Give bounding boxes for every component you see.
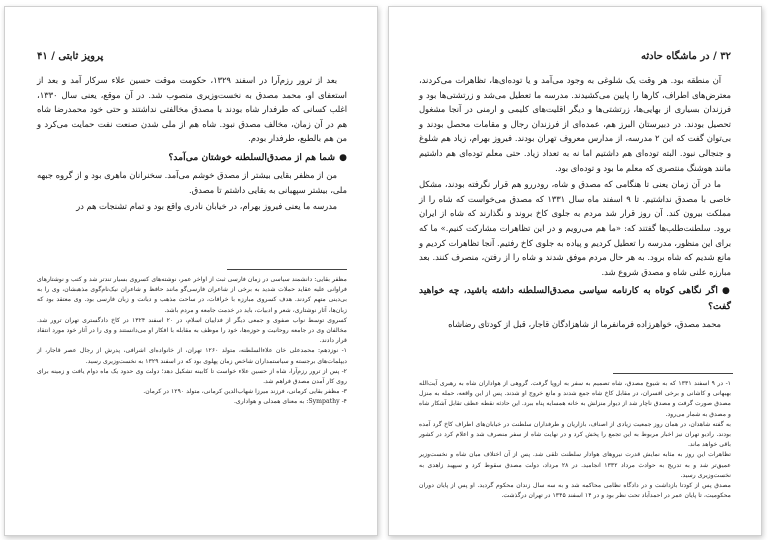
left-body	[37, 73, 347, 216]
right-footnote-rule	[613, 373, 733, 374]
right-footnote-3: تظاهرات این روز به مثابه نمایش قدرت نیروهای هوادار سلطنت تلقی شد. پس از آن اختلاف میان شاه و نخست‌وزیر عمیق‌تر شد و به تدریج به حوادث مرداد ۱۳۳۲ انجامید. در ۲۸ مرداد، دولت مصدق سقوط کرد و سپهبد زاهدی به نخست‌وزیری رسید.	[419, 451, 731, 479]
left-paragraph-1: بعد از ترور رزم‌آرا در اسفند ۱۳۲۹، حکومت موقت حسین علاء سرکار آمد و بعد از استعفای او، محمد مصدق به نخست‌وزیری منصوب شد. در آن موقع، یعنی سال ۱۳۳۰، اغلب کسانی که طرفدار شاه بودند با مصدق مخالفتی نداشتند و حتی خود محمدرضا شاه هم در آن زمان، مخالف مصدق نبود. شاه هم از ملی شدن صنعت نفت حمایت می‌کرد و من هم بالطبع، طرفدار بودم.	[37, 75, 347, 144]
right-paragraph-2: ما در آن زمان یعنی تا هنگامی که مصدق و شاه، رودررو هم قرار نگرفته بودند، مشکل خاصی با مصدق نداشتیم. تا ۹ اسفند ماه سال ۱۳۳۱ که مصدق می‌خواست که شاه را از مملکت بیرون کند. آن روز قرار شد مردم به جلوی کاخ بروند و نگذارند که شاه از ایران برود. سلطنت‌طلب‌ها گفتند که: «ما هم می‌رویم و در این تظاهرات مشارکت کنیم.» ما که برای این منظور، مدرسه را تعطیل کردیم و پیاده به جلوی کاخ رفتیم. آنجا تظاهرات کردیم و مانع شدیم که شاه برود. به هر حال مردم موفق شدند و شاه را از رفتن، منصرف کنند. بعد مبارزه علنی شاه و مصدق شروع شد.	[419, 179, 731, 277]
left-footnote-3: ۱- نوزدهم: محمدعلی خان علاءالسلطنه، متولد ۱۲۶۰ تهران، از خانواده‌ای اشرافی، پدرش از رجال عصر قاجار، از دیپلمات‌های برجسته و سیاستمداران شاخص زمان پهلوی بود که در اسفند ۱۳۲۹ به نخست‌وزیری رسید.	[37, 347, 347, 365]
left-footnote-5: ۳- مظفر بقایی کرمانی، فرزند میرزا شهاب‌الدین کرمانی، متولد ۱۲۹۰ در کرمان.	[143, 388, 347, 396]
left-running-head: پرویز ثابتی / ۴۱	[37, 51, 104, 62]
right-footnote-2: به گفته شاهدان، در همان روز جمعیت زیادی از اصناف، بازاریان و طرفداران سلطنت در خیابان‌های اطراف کاخ گرد آمده بودند. رادیو تهران نیز اخبار مربوط به این تجمع را پخش کرد و در نهایت شاه از سفر منصرف شد و اعلام کرد در کشور باقی خواهد ماند.	[419, 420, 731, 449]
left-paragraph-2: من از مظفر بقایی بیشتر از مصدق خوشم می‌آمد. سخنرانان ماهری بود و از گروه جبهه ملی، بیشتر سپهبانی به بقایی داشتم تا مصدق.	[37, 169, 347, 195]
right-paragraph-3: محمد مصدق، خواهرزاده فرمانفرما از شاهزادگان قاجار، قبل از کودتای رضاشاه	[448, 319, 721, 330]
left-footnotes	[37, 275, 347, 408]
left-footnote-2: کسروی توسط نواب صفوی و جمعی دیگر از فداییان اسلام، در ۲۰ اسفند ۱۳۲۴ در کاخ دادگستری تهران ترور شد. مخالفان وی در جامعه روحانیت و حوزه‌ها، خود را موظف به مقابله با افکار او می‌دانستند و وی را در آثار خود مورد انتقاد قرار دادند.	[37, 316, 348, 345]
left-page	[4, 6, 378, 536]
bullet-icon: ●	[722, 286, 732, 297]
left-interview-question	[37, 150, 347, 166]
right-footnotes	[419, 379, 731, 501]
left-paragraph-3: مدرسه ما یعنی فیروز بهرام، در خیابان نادری واقع بود و تمام تشنجات هم در	[76, 201, 337, 212]
right-question-text: اگر نگاهی کوتاه به کارنامه سیاسی مصدق‌السلطنه داشته باشید، چه خواهید گفت؟	[419, 285, 731, 313]
left-footnote-1: مظفر بقایی: دانشمند سیاسی در زمان فارسی ثبت از اواخر عمر، نوشته‌های کسروی بسیار تندتر شد و کتب و نوشتارهای فراوانی علیه عقاید حملات شدید به برخی از شاعران فارسی‌گو مانند حافظ و شاعران نیک‌نام‌گوی مذهبشان، وی را به بی‌دینی متهم کردند. هدف کسروی مبارزه با خرافات، در ساحت مذهب و دیانت و زبان فارسی بود. وی معتقد بود که زبان‌ها، آثار نوشتاری، شعر و ادبیات، باید در خدمت جامعه و مردم باشد.	[37, 276, 347, 314]
left-footnote-6: ۴- Sympathy: به معنای همدلی و هواداری.	[233, 398, 347, 406]
right-page	[388, 6, 762, 536]
bullet-icon: ●	[339, 152, 347, 163]
left-question-text: شما هم از مصدق‌السلطنه خوشتان می‌آمد؟	[168, 151, 336, 163]
right-body	[419, 73, 731, 334]
right-interview-question	[419, 283, 731, 315]
right-running-head: ۳۲ / در ماشگاه حادثه	[640, 51, 731, 62]
right-paragraph-1: آن منطقه بود. هر وقت یک شلوغی به وجود می‌آمد و یا توده‌ای‌ها، تظاهرات می‌کردند، معترض‌های اطراف، کارها را پایین می‌کشیدند. مدرسه ما تعطیل می‌شد و زرتشتی‌ها بود و فرزندان بسیاری از بهایی‌ها، زرتشتی‌ها و دیگر اقلیت‌های کلیمی و ارمنی در آنجا مشغول تحصیل بودند. در دبیرستان البرز هم، عمده‌ای از فرزندان رجال و مقامات محصل بودند و بی‌توان گفت که این ۲ مدرسه، از مدارس معروف تهران بودند. فیروز بهرام، زیاد هم شلوغ و جنجالی نبود. البته توده‌ای هم داشتیم اما نه به تعداد زیاد. حتی معلم توده‌ای هم داشتیم مانند هوشنگ منتصری که معلم ما بود و توده‌ای بود.	[419, 75, 731, 173]
right-footnote-4: مصدق پس از کودتا بازداشت و در دادگاه نظامی محاکمه شد و به سه سال زندان محکوم گردید. او پس از پایان دوران محکومیت، تا پایان عمر در احمدآباد تحت نظر بود و در ۱۴ اسفند ۱۳۴۵ در تهران درگذشت.	[419, 482, 731, 500]
left-footnote-4: ۲- پس از ترور رزم‌آرا، شاه از حسین علاء خواست تا کابینه تشکیل دهد؛ دولت وی حدود یک ماه دوام یافت و زمینه برای روی کار آمدن مصدق فراهم شد.	[37, 367, 347, 386]
left-footnote-rule	[227, 269, 347, 270]
right-footnote-1: ۱- در ۹ اسفند ۱۳۳۱ که به شیوع مصدق، شاه تصمیم به سفر به اروپا گرفت. گروهی از هواداران شاه به رهبری آیت‌الله بهبهانی و کاشانی و برخی افسران، در مقابل کاخ شاه جمع شدند و مانع خروج او شدند. پس از این واقعه، حمله به منزل مصدق صورت گرفت و مصدق ناچار شد از دیوار منزلش به خانه همسایه پناه ببرد. این حادثه نقطه عطف تقابل آشکار شاه و مصدق به شمار می‌رود.	[419, 380, 731, 418]
